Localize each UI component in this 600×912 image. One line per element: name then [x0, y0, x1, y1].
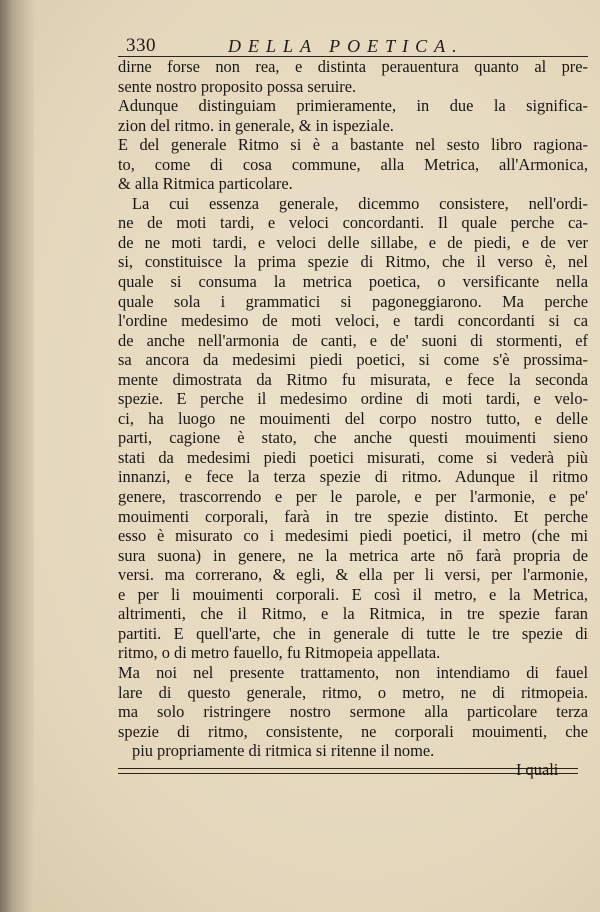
text-line: de ne moti tardi, e veloci delle sillabe, e de piedi, e de ver [118, 232, 588, 252]
text-line: Ma noi nel presente trattamento, non intendiamo di fauel [118, 662, 588, 682]
text-line: mente dimostrata da Ritmo fu misurata, e fece la seconda [118, 369, 588, 389]
text-line: spezie. E perche il medesimo ordine di moti tardi, e velo- [118, 389, 588, 409]
footer-rule [118, 768, 578, 769]
text-line: ritmo, o di metro fauello, fu Ritmopeia appellata. [118, 643, 441, 663]
text-line: genere, trascorrendo e per le parole, e per l'armonie, e pe' [118, 487, 588, 507]
binding-gutter [0, 0, 34, 912]
text-line: E del generale Ritmo si è a bastante nel sesto libro ragiona- [118, 135, 588, 155]
running-title: DELLA POETICA. [228, 36, 464, 56]
text-line: piu propriamente di ritmica si ritenne il nome. [132, 741, 435, 761]
text-line: sente nostro proposito possa seruire. [118, 76, 357, 96]
page-header [120, 30, 590, 58]
text-line: to, come di cosa commune, alla Metrica, all'Armonica, [118, 154, 588, 174]
text-line: quale si consuma la metrica poetica, o versificante nella [118, 272, 588, 292]
text-line: zion del ritmo. in generale, & in ispeziale. [118, 115, 394, 135]
text-line: lare di questo generale, ritmo, o metro, ne di ritmopeia. [118, 682, 588, 702]
text-line: & alla Ritmica particolare. [118, 174, 293, 194]
text-line: de anche nell'armonia de canti, e de' suoni di stormenti, ef [118, 330, 588, 350]
text-line: altrimenti, che il Ritmo, e la Ritmica, in tre spezie faran [118, 604, 588, 624]
text-line: parti, cagione è stato, che anche questi mouimenti sieno [118, 428, 588, 448]
text-line: innanzi, e fece la terza spezie di ritmo. Adunque il ritmo [118, 467, 588, 487]
text-line: sa ancora da medesimi piedi poetici, si come s'è prossima- [118, 350, 588, 370]
text-line: Adunque distinguiam primieramente, in due la significa- [118, 96, 588, 116]
text-line: ci, ha luogo ne mouimenti del corpo nostro tutto, e delle [118, 408, 588, 428]
text-line: partiti. E quell'arte, che in generale di tutte le tre spezie di [118, 623, 588, 643]
text-line: e per li mouimenti corporali. E così il metro, e la Metrica, [118, 584, 588, 604]
text-line: sura suona) in genere, ne la metrica arte nō farà propria de [118, 545, 588, 565]
text-line: mouimenti corporali, farà in tre spezie distinto. Et perche [118, 506, 588, 526]
text-line: spezie di ritmo, consistente, ne corporali mouimenti, che [118, 721, 588, 741]
page-number: 330 [126, 35, 156, 56]
footer-rule-thin [118, 773, 578, 774]
catchword: I quali [516, 760, 559, 779]
text-line: La cui essenza generale, dicemmo consistere, nell'ordi- [132, 193, 588, 213]
text-line: dirne forse non rea, e distinta perauentura quanto al pre- [118, 57, 588, 76]
text-line: versi. ma correrano, & egli, & ella per li versi, per l'armonie, [118, 565, 588, 585]
text-line: quale sola i grammatici si pagoneggiarono. Ma perche [118, 291, 588, 311]
body-text [118, 57, 588, 761]
text-line: ma solo ristringere nostro sermone alla particolare terza [118, 702, 588, 722]
text-line: l'ordine medesimo de moti veloci, e tardi concordanti si ca [118, 311, 588, 331]
text-line: esso è misurato co i medesimi piedi poetici, il metro (che mi [118, 526, 588, 546]
text-line: si, constituisce la prima spezie di Ritmo, che il verso è, nel [118, 252, 588, 272]
text-line: ne de moti tardi, e veloci concordanti. Il quale perche ca- [118, 213, 588, 233]
text-line: stati da medesimi piedi poetici misurati, come si vederà più [118, 447, 588, 467]
